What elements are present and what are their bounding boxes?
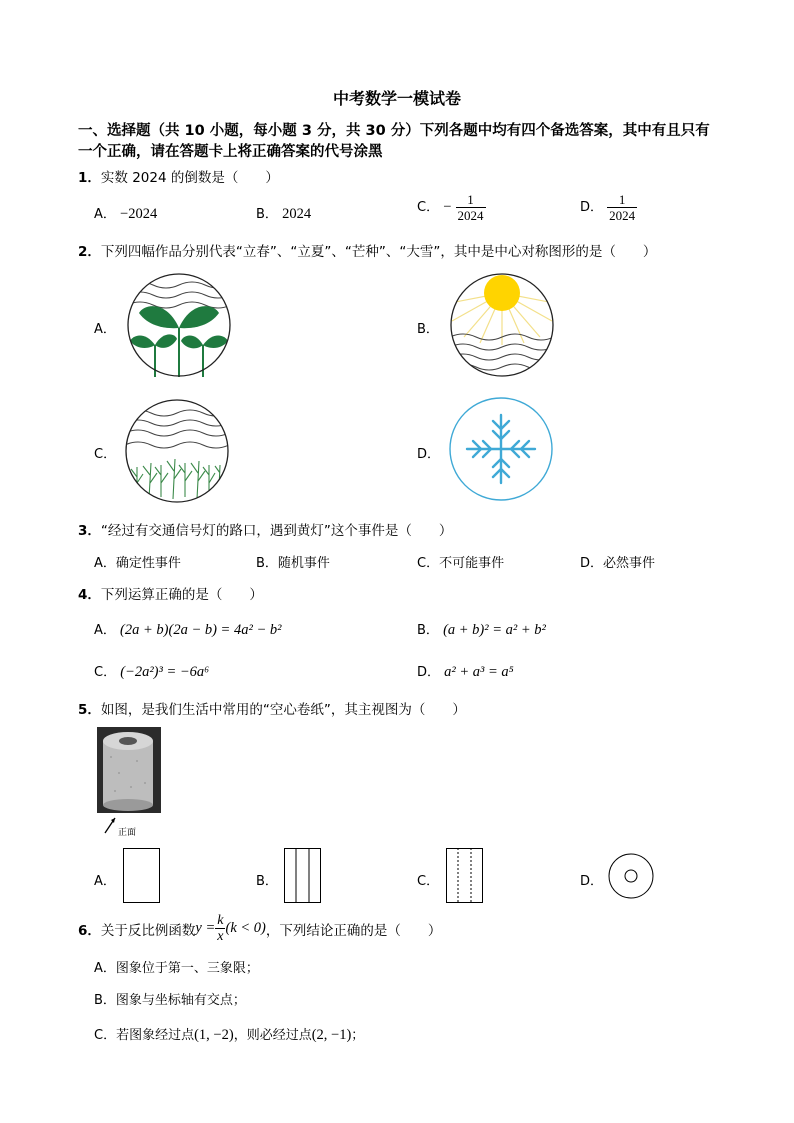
q3-option-b[interactable]: B．随机事件 [256,556,330,571]
q1-option-d[interactable] [580,192,637,223]
function-condition: (k < 0) [225,920,266,936]
q5-option-c-label[interactable]: C． [417,874,440,889]
snowflake-icon [467,415,535,483]
q6-option-c[interactable]: C．若图象经过点(1, −2)，则必经过点(2, −1)； [94,1027,365,1043]
grass-icon [131,459,225,499]
section-header-line1: 一、选择题（共 10 小题，每小题 3 分，共 30 分）下列各题中均有四个备选答案，其中有且只有 [78,123,710,139]
q2-figure-b-summer-sun[interactable] [450,273,554,377]
question-number: 1． [78,170,101,186]
q2-option-b-label[interactable]: B． [417,322,439,337]
section-header-line2: 一个正确，请在答题卡上将正确答案的代号涂黑 [78,144,383,160]
q2-option-a-label[interactable]: A． [94,322,116,337]
question-3 [78,519,452,539]
question-2 [78,240,656,260]
q6-option-b[interactable]: B．图象与坐标轴有交点； [94,993,246,1008]
question-stem: 下列四幅作品分别代表“立春”、“立夏”、“芒种”、“大雪”，其中是中心对称图形的是（ ） [100,244,657,260]
q2-option-c-label[interactable]: C． [94,447,117,462]
point-2: (2, −1) [311,1027,352,1043]
option-text: 2024 [282,206,312,222]
q5-option-a-label[interactable]: A． [94,874,116,889]
question-number: 6． [78,922,101,939]
question-1 [78,166,279,186]
q6-option-a[interactable]: A．图象位于第一、三象限； [94,961,259,976]
option-label: C． [417,200,440,215]
point-1: (1, −2) [194,1027,234,1043]
q3-option-c[interactable]: C．不可能事件 [417,556,505,571]
question-number: 2． [78,244,101,260]
question-stem: 下列运算正确的是（ ） [100,587,263,603]
q2-option-d-label[interactable]: D． [417,447,441,462]
function-fraction: $\frac{k}{x}$ [217,913,224,944]
question-stem: 如图，是我们生活中常用的“空心卷纸”，其主视图为（ ） [100,702,466,718]
photo-caption: 正面 [118,828,137,838]
q5-figure-d-annulus[interactable] [608,853,656,901]
q5-figure-b-solid-lines[interactable] [284,848,322,904]
question-number: 5． [78,702,101,718]
sun-icon [484,275,520,311]
q2-figure-d-great-snow[interactable] [449,397,553,501]
question-4 [78,583,263,603]
question-5 [78,698,466,718]
minus-sign: − [443,199,452,215]
q5-option-d-label[interactable]: D． [580,874,604,889]
q2-figure-c-grain-in-ear[interactable] [125,399,229,503]
question-stem: 关于反比例函数 [100,922,196,939]
page-title: 中考数学一模试卷 [332,89,461,108]
question-stem: “经过有交通信号灯的路口，遇到黄灯”这个事件是（ ） [100,523,453,539]
function-y: y = [195,920,216,936]
q1-option-a[interactable] [94,203,157,223]
option-text: −2024 [120,206,158,222]
option-label: B． [256,207,278,222]
q3-option-d[interactable]: D．必然事件 [580,556,656,571]
q4-option-b[interactable]: B． (a + b)² = a² + b² [417,622,546,638]
q5-figure-c-dashed-lines[interactable] [446,848,484,904]
q5-option-b-label[interactable]: B． [256,874,278,889]
question-stem-tail: ，下列结论正确的是（ ） [265,922,442,939]
q1-option-c[interactable] [417,192,486,223]
question-number: 3． [78,523,101,539]
option-label: A． [94,207,116,222]
q1-option-b[interactable] [256,203,311,223]
fraction: $\frac{1}{2024}$ [609,192,636,223]
question-stem: 实数 2024 的倒数是（ ） [100,170,279,186]
q4-option-c[interactable]: C． (−2a²)³ = −6a⁶ [94,664,210,680]
q3-option-a[interactable]: A．确定性事件 [94,556,181,571]
q2-figure-a-spring-sprouts[interactable] [127,273,231,377]
question-number: 4． [78,587,101,603]
q4-option-a[interactable]: A． (2a + b)(2a − b) = 4a² − b² [94,622,282,638]
q4-option-d[interactable]: D． a² + a³ = a⁵ [417,664,514,680]
toilet-paper-photo [97,727,161,839]
question-6 [78,913,441,944]
q5-figure-a-rectangle[interactable] [123,848,161,904]
option-label: D． [580,200,604,215]
fraction: $\frac{1}{2024}$ [457,192,484,223]
